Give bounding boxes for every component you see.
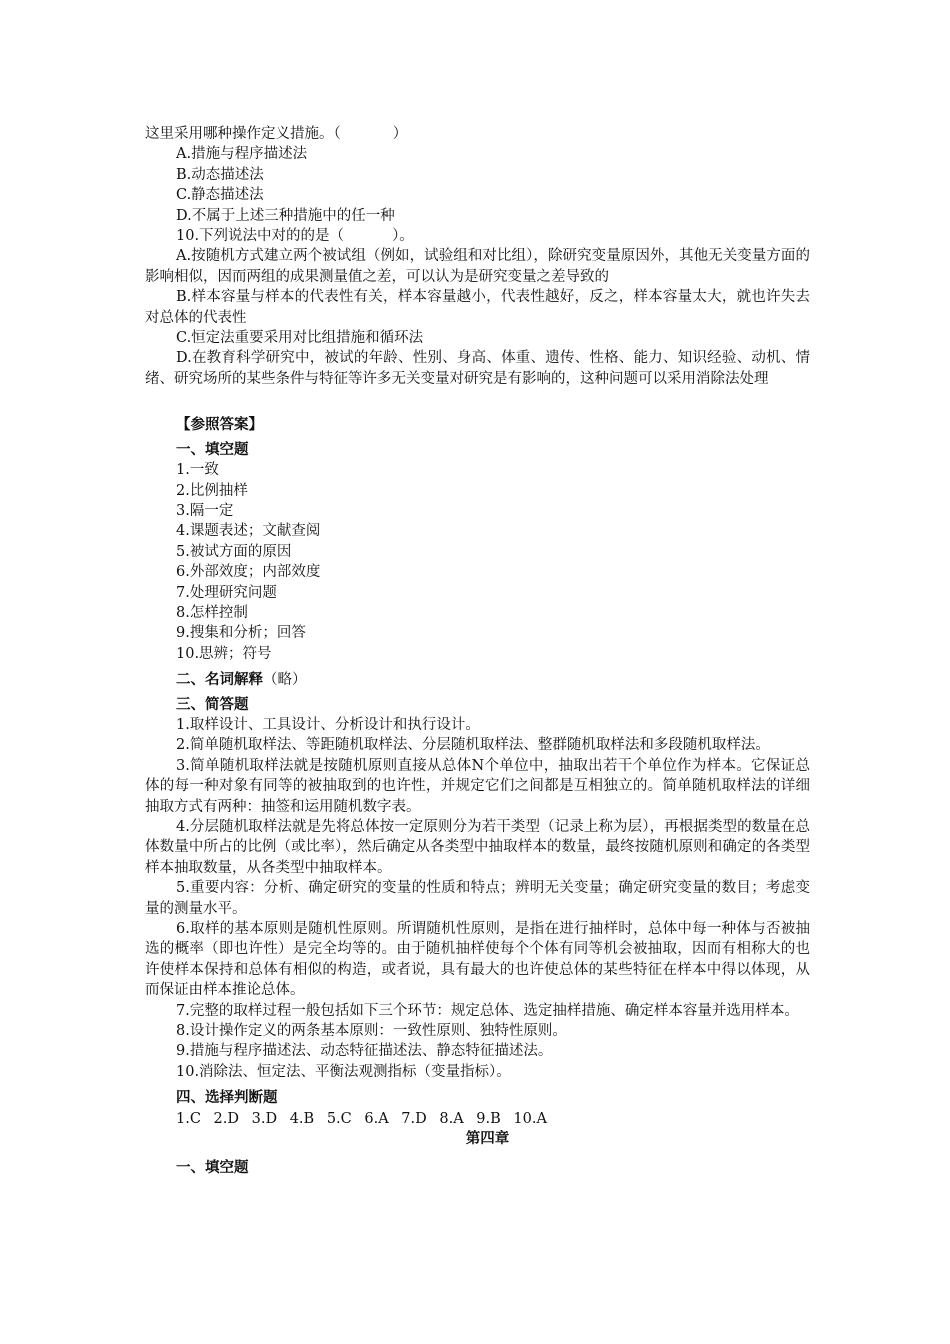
fill-answer-4: 4.课题表述；文献查阅: [176, 523, 321, 540]
fill-answer-6: 6.外部效度；内部效度: [176, 564, 321, 581]
choice-answer-10: 10.A: [513, 1110, 547, 1127]
choice-answer-9: 9.B: [476, 1110, 501, 1127]
choice-answers: [145, 1109, 810, 1129]
q10-option-d: D.在教育科学研究中，被试的年龄、性别、身高、体重、遗传、性格、能力、知识经验、动机、情绪、研究场所的某些条件与特征等许多无关变量对研究是有影响的，这种问题可以采用消除法处理: [145, 350, 810, 387]
document-page: [145, 124, 810, 1178]
chapter-4-section-1-title: 一、填空题: [176, 1159, 249, 1176]
q9-option-b: B.动态描述法: [176, 166, 264, 183]
choice-answer-3: 3.D: [251, 1110, 278, 1127]
short-answer-5: 5.重要内容：分析、确定研究的变量的性质和特点；辨明无关变量；确定研究变量的数目；考虑变量的测量水平。: [145, 880, 810, 917]
q10-option-a: A.按随机方式建立两个被试组（例如，试验组和对比组），除研究变量原因外，其他无关变量方面的影响相似，因而两组的成果测量值之差，可以认为是研究变量之差导致的: [145, 248, 810, 285]
choice-answer-8: 8.A: [439, 1110, 464, 1127]
section-3-title: 三、简答题: [176, 696, 249, 713]
fill-answer-7: 7.处理研究问题: [176, 584, 277, 601]
short-answer-2: 2.简单随机取样法、等距随机取样法、分层随机取样法、整群随机取样法和多段随机取样法。: [176, 737, 770, 754]
section-4-title: 四、选择判断题: [176, 1090, 278, 1107]
q9-option-a: A.措施与程序描述法: [176, 146, 308, 163]
fill-answer-1: 1.一致: [176, 462, 219, 479]
fill-answer-3: 3.隔一定: [176, 502, 234, 519]
fill-answer-10: 10.思辨；符号: [176, 645, 272, 662]
q10-option-c: C.恒定法重要采用对比组措施和循环法: [176, 330, 424, 347]
q9-option-d: D.不属于上述三种措施中的任一种: [176, 207, 395, 224]
short-answer-6: 6.取样的基本原则是随机性原则。所谓随机性原则，是指在进行抽样时，总体中每一种体与否被抽选的概率（即也许性）是完全均等的。由于随机抽样使每个个体有同等机会被抽取，因而有相称大的也许使样本保持和总体有相似的构造，或者说，具有最大的也许使总体的某些特征在样本中得以体现，从而保证由样本推论总体。: [145, 921, 810, 999]
question-9-tail: 这里采用哪种操作定义措施。（ ）: [145, 126, 408, 142]
short-answer-1: 1.取样设计、工具设计、分析设计和执行设计。: [176, 716, 480, 733]
fill-answer-5: 5.被试方面的原因: [176, 543, 292, 560]
short-answer-3: 3.简单随机取样法就是按随机原则直接从总体N个单位中，抽取出若干个单位作为样本。它保证总体的每一种对象有同等的被抽取到的也许性，并规定它们之间都是互相独立的。简单随机取样法的详细抽取方式有两种：抽签和运用随机数字表。: [145, 757, 810, 815]
short-answer-10: 10.消除法、恒定法、平衡法观测指标（变量指标）。: [176, 1063, 511, 1080]
choice-answer-7: 7.D: [401, 1110, 427, 1127]
chapter-title: 第四章: [465, 1131, 510, 1148]
choice-answer-1: 1.C: [176, 1110, 201, 1127]
section-2-title: 二、名词解释（略）: [176, 672, 307, 689]
section-1-title: 一、填空题: [176, 441, 249, 458]
choice-answer-5: 5.C: [326, 1110, 352, 1127]
q10-option-b: B.样本容量与样本的代表性有关，样本容量越小，代表性越好，反之，样本容量太大，就也许失去对总体的代表性: [145, 289, 810, 326]
fill-answer-8: 8.怎样控制: [176, 604, 248, 621]
fill-answer-2: 2.比例抽样: [176, 482, 248, 499]
choice-answer-2: 2.D: [213, 1110, 240, 1127]
short-answer-4: 4.分层随机取样法就是先将总体按一定原则分为若干类型（记录上称为层），再根据类型的数量在总体数量中所占的比例（或比率），然后确定从各类型中抽取样本的数量，最终按随机原则和确定的各类型样本抽取数量，从各类型中抽取样本。: [145, 819, 810, 876]
choice-answer-4: 4.B: [289, 1110, 315, 1127]
answer-title: 【参照答案】: [176, 417, 263, 434]
q9-option-c: C.静态描述法: [176, 187, 264, 204]
short-answer-8: 8.设计操作定义的两条基本原则：一致性原则、独特性原则。: [176, 1023, 567, 1040]
question-10-stem: 10.下列说法中对的的是（ ）。: [176, 228, 414, 245]
short-answer-9: 9.措施与程序描述法、动态特征描述法、静态特征描述法。: [176, 1043, 553, 1060]
section-2-note: （略）: [263, 672, 307, 689]
choice-answer-6: 6.A: [364, 1110, 389, 1127]
short-answer-7: 7.完整的取样过程一般包括如下三个环节：规定总体、选定抽样措施、确定样本容量并选用样本。: [176, 1002, 799, 1019]
fill-answer-9: 9.搜集和分析；回答: [176, 625, 306, 642]
